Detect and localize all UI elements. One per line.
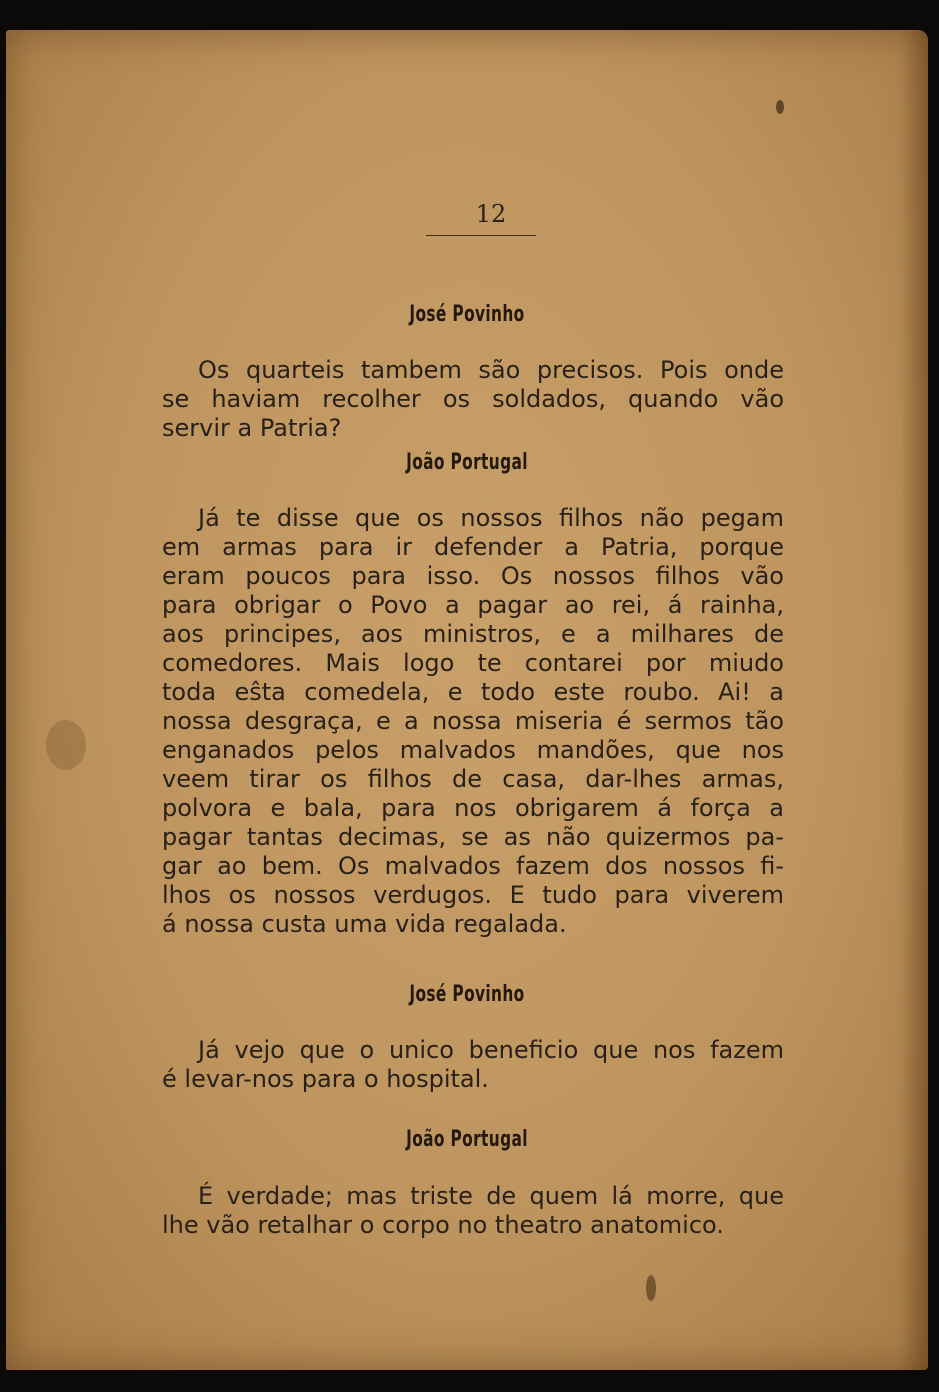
text-line: se haviam recolher os soldados, quando vão [162, 385, 784, 413]
dialogue-paragraph [162, 1182, 784, 1240]
text-line: toda eŝta comedela, e todo este roubo. Ai! a [162, 678, 784, 706]
dialogue-paragraph [162, 1036, 784, 1094]
text-line: nossa desgraça, e a nossa miseria é sermos tão [162, 707, 784, 735]
page-number: 12 [475, 200, 507, 228]
page-number-rule [426, 235, 536, 236]
speaker-heading: José Povinho [409, 982, 525, 1007]
stain [46, 720, 86, 770]
text-line: á nossa custa uma vida regalada. [162, 910, 567, 938]
stain [776, 100, 784, 114]
dialogue-paragraph [162, 504, 784, 939]
text-line: pagar tantas decimas, se as não quizermos pa- [162, 823, 784, 851]
text-line: em armas para ir defender a Patria, porque [162, 533, 784, 561]
text-line: É verdade; mas triste de quem lá morre, que [198, 1182, 784, 1210]
text-line: Já vejo que o unico beneficio que nos fazem [198, 1036, 784, 1064]
text-line: enganados pelos malvados mandões, que nos [162, 736, 784, 764]
stain [646, 1275, 656, 1301]
text-line: eram poucos para isso. Os nossos filhos vão [162, 562, 784, 590]
text-line: aos principes, aos ministros, e a milhares de [162, 620, 784, 648]
text-line: lhe vão retalhar o corpo no theatro anatomico. [162, 1211, 724, 1239]
text-line: veem tirar os filhos de casa, dar-lhes armas, [162, 765, 784, 793]
text-line: comedores. Mais logo te contarei por miudo [162, 649, 784, 677]
dialogue-paragraph [162, 356, 784, 443]
speaker-heading: João Portugal [406, 450, 528, 475]
text-line: gar ao bem. Os malvados fazem dos nossos fi- [162, 852, 784, 880]
text-line: para obrigar o Povo a pagar ao rei, á rainha, [162, 591, 784, 619]
text-line: polvora e bala, para nos obrigarem á força a [162, 794, 784, 822]
text-line: servir a Patria? [162, 414, 342, 442]
text-line: lhos os nossos verdugos. E tudo para viverem [162, 881, 784, 909]
text-line: Já te disse que os nossos filhos não pegam [198, 504, 784, 532]
speaker-heading: José Povinho [409, 302, 525, 327]
speaker-heading: João Portugal [406, 1127, 528, 1152]
text-line: Os quarteis tambem são precisos. Pois onde [198, 356, 784, 384]
book-page [6, 30, 928, 1370]
text-line: é levar-nos para o hospital. [162, 1065, 489, 1093]
